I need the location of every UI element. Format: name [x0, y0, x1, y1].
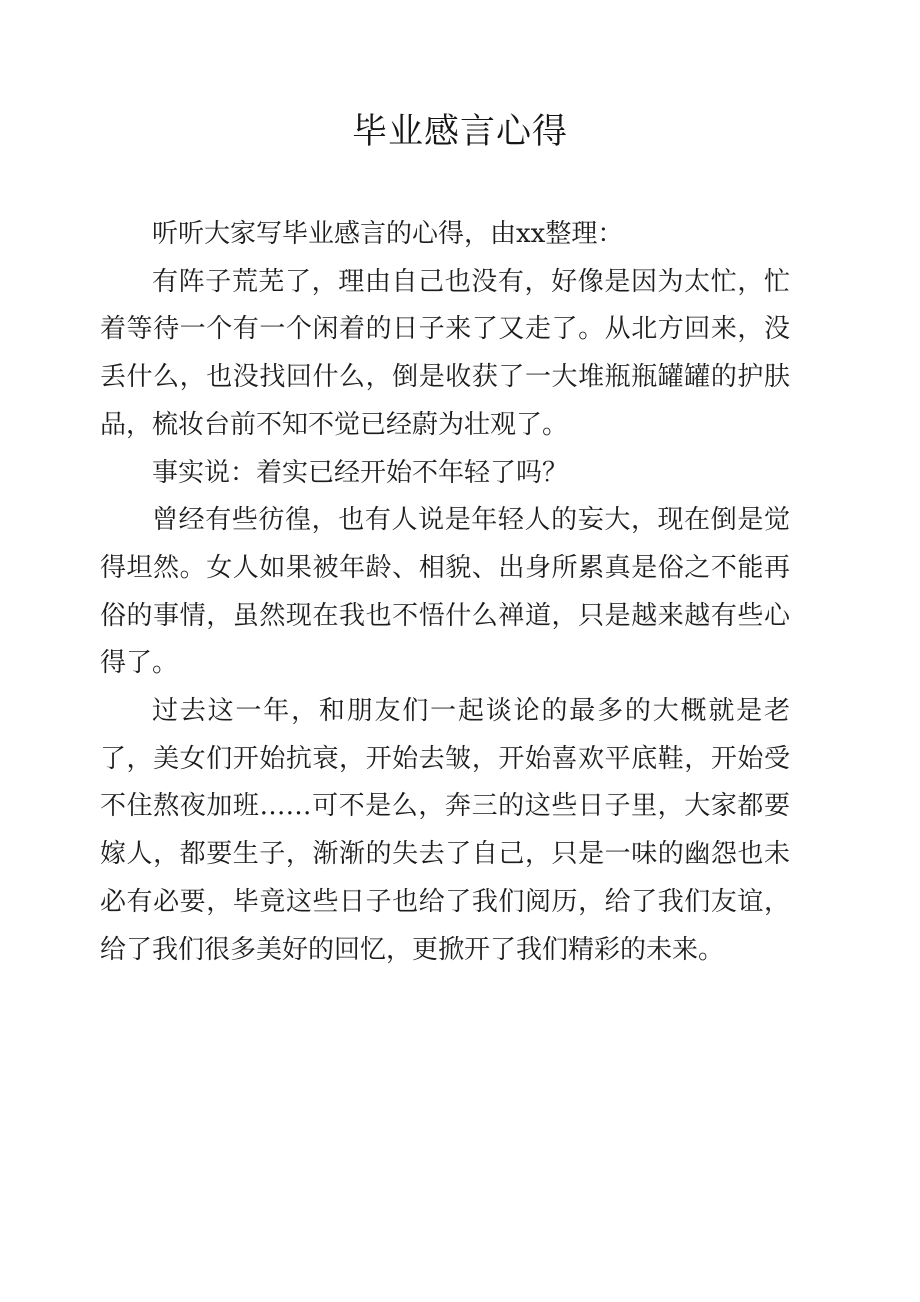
paragraph-question: 事实说：着实已经开始不年轻了吗？: [152, 457, 569, 488]
paragraph-past-year: 过去这一年，和朋友们一起谈论的最多的大概就是老了，美女们开始抗衰，开始去皱，开始喜欢平底鞋，开始受不住熬夜加班……可不是么，奔三的这些日子里，大家都要嫁人，都要生子，渐渐的失去了自己，只是一味的幽怨也未必有必要，毕竟这些日子也给了我们阅历，给了我们友谊，给了我们很多美好的回忆，更掀开了我们精彩的未来。: [100, 696, 790, 965]
paragraph-calm: 曾经有些彷徨，也有人说是年轻人的妄大，现在倒是觉得坦然。女人如果被年龄、相貌、出身所累真是俗之不能再俗的事情，虽然现在我也不悟什么禅道，只是越来越有些心得了。: [100, 505, 790, 679]
document-body: [100, 211, 790, 974]
paragraph-intro: 听听大家写毕业感言的心得，由xx整理：: [152, 219, 624, 249]
document-title: 毕业感言心得: [351, 112, 568, 152]
paragraph-busy-days: 有阵子荒芜了，理由自己也没有，好像是因为太忙，忙着等待一个有一个闲着的日子来了又走了。从北方回来，没丢什么，也没找回什么，倒是收获了一大堆瓶瓶罐罐的护肤品，梳妆台前不知不觉已经蔚为壮观了。: [100, 266, 790, 440]
